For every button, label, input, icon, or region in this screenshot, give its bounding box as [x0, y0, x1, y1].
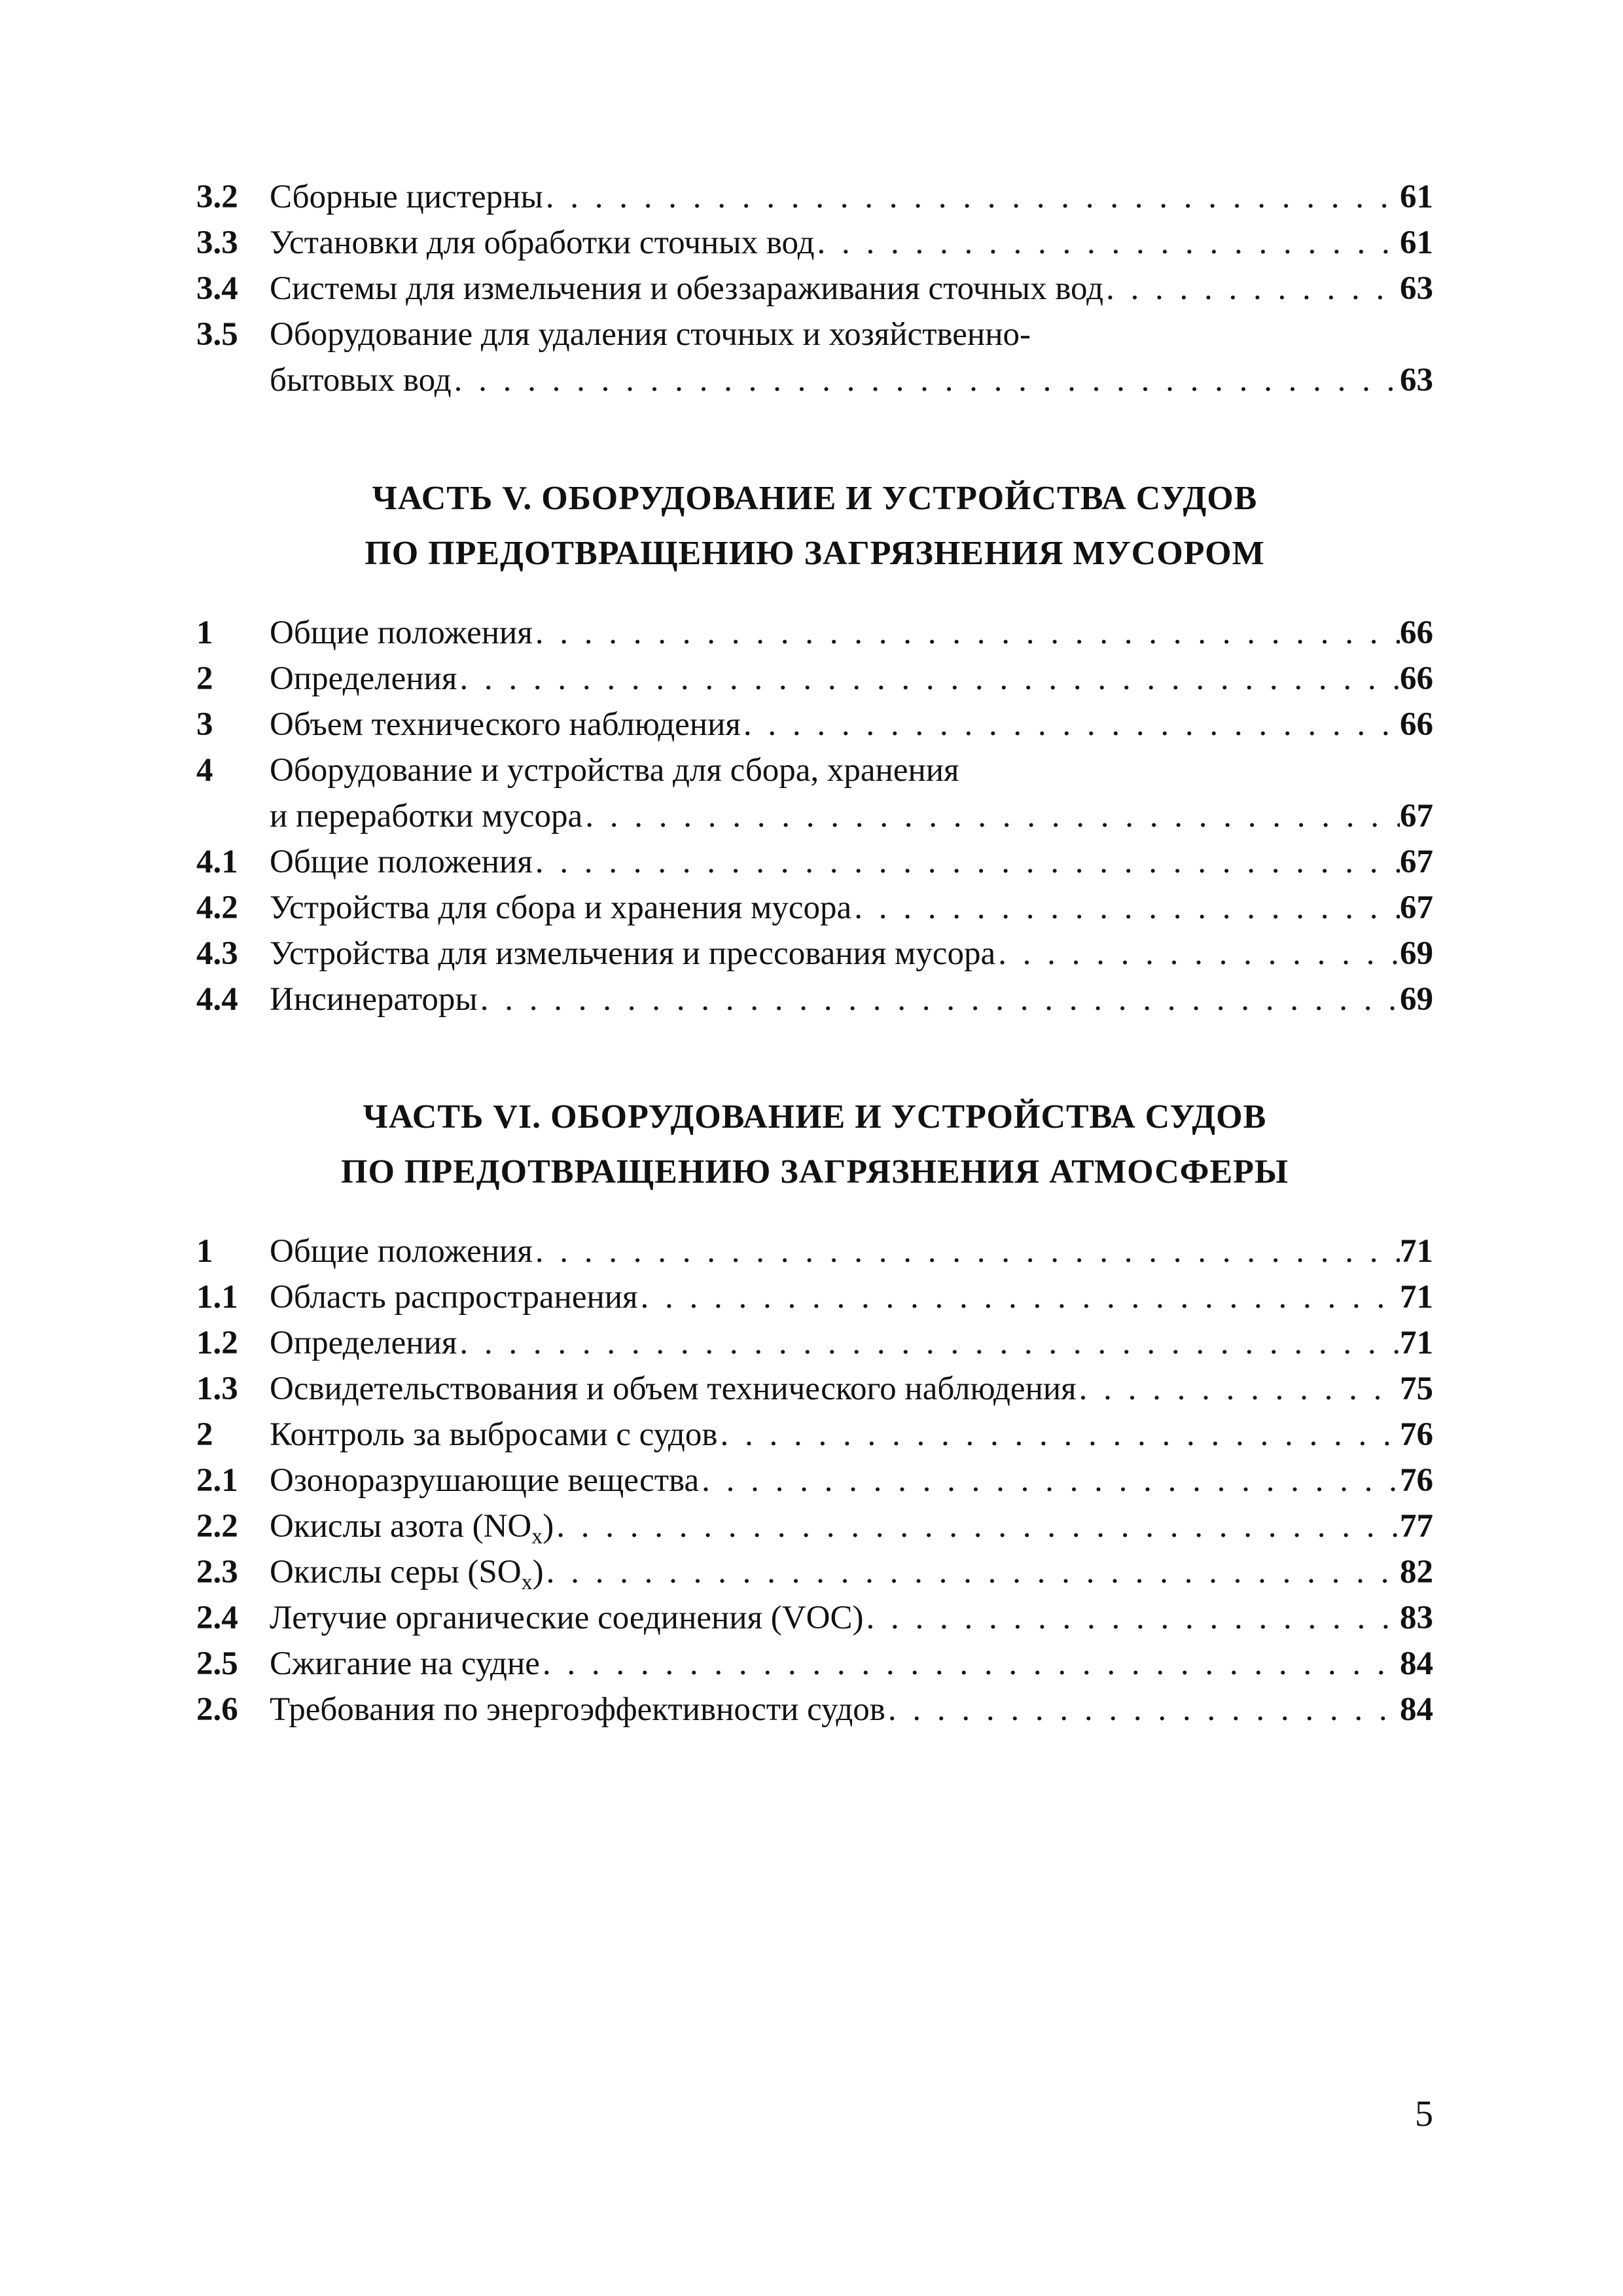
- toc-entry[interactable]: [196, 931, 1433, 977]
- dot-leader: [533, 839, 1400, 885]
- part-v-heading-line1: ЧАСТЬ V. ОБОРУДОВАНИЕ И УСТРОЙСТВА СУДОВ: [372, 480, 1258, 517]
- toc-entry[interactable]: [196, 1641, 1433, 1687]
- dot-leader: [533, 610, 1400, 656]
- toc-entry-number: 2: [196, 660, 213, 697]
- toc-entry[interactable]: [196, 1412, 1433, 1458]
- toc-entry-title: Общие положения: [270, 844, 533, 880]
- toc-entry[interactable]: [196, 1595, 1433, 1641]
- toc-entry-page: 67: [1400, 889, 1433, 926]
- toc-entry-title: Объем технического наблюдения: [270, 706, 741, 743]
- toc-entry[interactable]: [196, 839, 1433, 885]
- toc-entry-number: 2.3: [196, 1554, 238, 1590]
- toc-entry-page: 84: [1400, 1645, 1433, 1682]
- toc-entry-number: 1.2: [196, 1325, 238, 1361]
- toc-entry-title: бытовых вод: [270, 362, 452, 399]
- toc-entry-number: 2.4: [196, 1600, 238, 1636]
- toc-entry-title: Озоноразрушающие вещества: [270, 1462, 700, 1499]
- toc-entry-continuation[interactable]: [196, 793, 1433, 839]
- toc-entry-title: Установки для обработки сточных вод: [270, 224, 815, 261]
- toc-entry-title: Требования по энергоэффективности судов: [270, 1691, 885, 1728]
- dot-leader: [717, 1412, 1400, 1458]
- toc-entry[interactable]: [196, 1687, 1433, 1732]
- toc-entry-page: 76: [1400, 1416, 1433, 1453]
- toc-entry-title: Устройства для сбора и хранения мусора: [270, 889, 852, 926]
- toc-entry-number: 3.5: [196, 316, 238, 353]
- toc-entry[interactable]: [196, 1549, 1433, 1595]
- dot-leader: [478, 977, 1400, 1022]
- dot-leader: [995, 931, 1400, 977]
- toc-entry-page: 63: [1400, 270, 1433, 307]
- toc-entry[interactable]: [196, 702, 1433, 747]
- toc-entry-title: Инсинераторы: [270, 981, 478, 1018]
- toc-entry-page: 69: [1400, 981, 1433, 1018]
- dot-leader: [457, 656, 1400, 702]
- toc-entry-page: 77: [1400, 1508, 1433, 1545]
- toc-entry-title: Устройства для измельчения и прессования мусора: [270, 935, 996, 972]
- toc-entry[interactable]: [196, 266, 1433, 312]
- toc-entry-number: 3.4: [196, 270, 238, 307]
- toc-entry-title: Освидетельствования и объем технического наблюдения: [270, 1371, 1077, 1407]
- toc-entry-title: и переработки мусора: [270, 798, 583, 834]
- toc-entry-number: 2.5: [196, 1645, 238, 1682]
- toc-entry-page: 71: [1400, 1279, 1433, 1316]
- dot-leader: [885, 1687, 1400, 1732]
- toc-entry-title-end: ): [543, 1508, 554, 1545]
- dot-leader: [1077, 1366, 1400, 1412]
- subscript: x: [531, 1524, 543, 1549]
- dot-leader: [457, 1320, 1400, 1366]
- toc-entry-title-text: Окислы серы (SO: [270, 1554, 522, 1590]
- dot-leader: [533, 1229, 1400, 1274]
- toc-entry-number: 3.3: [196, 224, 238, 261]
- toc-entry-number: 2: [196, 1416, 213, 1453]
- toc-entry[interactable]: [196, 174, 1433, 220]
- toc-entry-title: Оборудование для удаления сточных и хозяйственно-: [270, 316, 1031, 353]
- part-v-heading: [196, 471, 1433, 581]
- toc-entry-page: 63: [1400, 362, 1433, 399]
- toc-entry-number: 1: [196, 1233, 213, 1270]
- toc-entry-title: Общие положения: [270, 1233, 533, 1270]
- toc-entry[interactable]: [196, 312, 1433, 357]
- toc-entry-page: 71: [1400, 1325, 1433, 1361]
- dot-leader: [540, 1641, 1400, 1687]
- toc-entry[interactable]: [196, 977, 1433, 1022]
- part-vi-heading-line1: ЧАСТЬ VI. ОБОРУДОВАНИЕ И УСТРОЙСТВА СУДОВ: [363, 1098, 1267, 1136]
- toc-entry-page: 83: [1400, 1600, 1433, 1636]
- toc-entry[interactable]: [196, 1458, 1433, 1503]
- toc-entry-page: 66: [1400, 660, 1433, 697]
- toc-entry-title-text: Окислы азота (NO: [270, 1508, 532, 1545]
- toc-entry-number: 4.4: [196, 981, 238, 1018]
- dot-leader: [741, 702, 1400, 747]
- dot-leader: [582, 793, 1400, 839]
- dot-leader: [863, 1595, 1400, 1641]
- toc-entry-title: Контроль за выбросами с судов: [270, 1416, 718, 1453]
- toc-entry-page: 66: [1400, 615, 1433, 651]
- toc-entry-number: 4: [196, 752, 213, 789]
- toc-entry[interactable]: [196, 1366, 1433, 1412]
- toc-entry[interactable]: [196, 610, 1433, 656]
- subscript: x: [521, 1570, 533, 1594]
- toc-entry-number: 4.2: [196, 889, 238, 926]
- dot-leader: [815, 220, 1400, 266]
- toc-entry-page: 84: [1400, 1691, 1433, 1728]
- toc-entry-title: Область распространения: [270, 1279, 638, 1316]
- part-vi-heading-line2: ПО ПРЕДОТВРАЩЕНИЮ ЗАГРЯЗНЕНИЯ АТМОСФЕРЫ: [341, 1153, 1289, 1191]
- toc-entry-page: 67: [1400, 844, 1433, 880]
- toc-entry[interactable]: [196, 1503, 1433, 1549]
- page-number: 5: [1415, 2094, 1433, 2134]
- toc-entry-title: Сжигание на судне: [270, 1645, 540, 1682]
- toc-entry-page: 76: [1400, 1462, 1433, 1499]
- toc-entry-page: 71: [1400, 1233, 1433, 1270]
- toc-entry[interactable]: [196, 1320, 1433, 1366]
- toc-entry-page: 67: [1400, 798, 1433, 834]
- toc-entry-number: 4.3: [196, 935, 238, 972]
- dot-leader: [638, 1274, 1400, 1320]
- toc-entry[interactable]: [196, 747, 1433, 793]
- toc-entry[interactable]: [196, 885, 1433, 931]
- toc-entry-title: Определения: [270, 660, 457, 697]
- toc-entry-title: Общие положения: [270, 615, 533, 651]
- toc-entry-page: 82: [1400, 1554, 1433, 1590]
- toc-entry-page: 75: [1400, 1371, 1433, 1407]
- toc-entry-title-end: ): [532, 1554, 544, 1590]
- toc-entry-title: Системы для измельчения и обеззараживания сточных вод: [270, 270, 1104, 307]
- dot-leader: [543, 174, 1400, 220]
- toc-entry-page: 61: [1400, 179, 1433, 215]
- part-v-heading-line2: ПО ПРЕДОТВРАЩЕНИЮ ЗАГРЯЗНЕНИЯ МУСОРОМ: [365, 535, 1265, 572]
- dot-leader: [851, 885, 1400, 931]
- toc-entry[interactable]: [196, 1274, 1433, 1320]
- toc-entry-title: Определения: [270, 1325, 457, 1361]
- part-vi-heading: [196, 1090, 1433, 1200]
- toc-entry-page: 66: [1400, 706, 1433, 743]
- toc-entry-number: 3: [196, 706, 213, 743]
- toc-entry-number: 3.2: [196, 179, 238, 215]
- toc-entry-title: Сборные цистерны: [270, 179, 543, 215]
- toc-entry-number: 2.1: [196, 1462, 238, 1499]
- dot-leader: [699, 1458, 1400, 1503]
- toc-entry-page: 69: [1400, 935, 1433, 972]
- dot-leader: [1103, 266, 1400, 312]
- toc-entry-title: Оборудование и устройства для сбора, хранения: [270, 752, 959, 789]
- toc-entry-page: 61: [1400, 224, 1433, 261]
- toc-entry[interactable]: [196, 656, 1433, 702]
- toc-entry[interactable]: [196, 220, 1433, 266]
- toc-entry-number: 2.2: [196, 1508, 238, 1545]
- toc-entry-number: 1.3: [196, 1371, 238, 1407]
- toc-entry-number: 1.1: [196, 1279, 238, 1316]
- toc-entry-title: Летучие органические соединения (VOC): [270, 1600, 864, 1636]
- toc-entry[interactable]: [196, 1229, 1433, 1274]
- dot-leader: [452, 357, 1400, 403]
- toc-entry-continuation[interactable]: [196, 357, 1433, 403]
- toc-entry-number: 2.6: [196, 1691, 238, 1728]
- dot-leader: [554, 1503, 1400, 1549]
- toc-entry-number: 4.1: [196, 844, 238, 880]
- dot-leader: [544, 1549, 1400, 1595]
- toc-entry-number: 1: [196, 615, 213, 651]
